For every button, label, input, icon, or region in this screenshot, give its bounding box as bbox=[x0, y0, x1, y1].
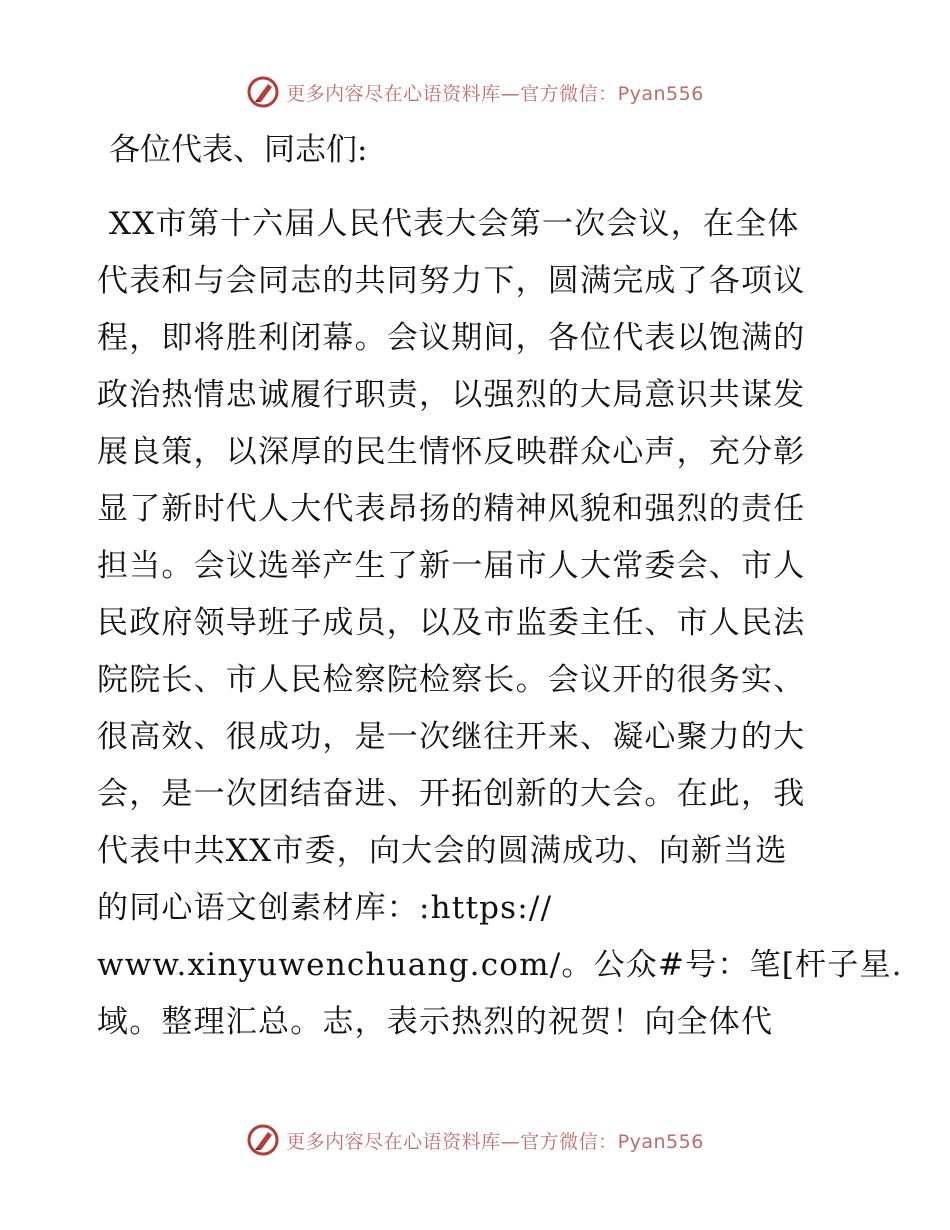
paragraph-line: 展良策，以深厚的民生情怀反映群众心声，充分彰 bbox=[97, 434, 806, 470]
header-banner-inner bbox=[246, 75, 704, 109]
paragraph-line: 显了新时代人大代表昂扬的精神风貌和强烈的责任 bbox=[97, 491, 806, 527]
paragraph-line: XX市第十六届人民代表大会第一次会议，在全体 bbox=[109, 206, 800, 242]
document-body bbox=[97, 122, 903, 1051]
paragraph-line: 程，即将胜利闭幕。会议期间，各位代表以饱满的 bbox=[97, 320, 806, 356]
paragraph-line: 的同心语文创素材库：:https:// bbox=[97, 890, 553, 926]
header-banner-text: 更多内容尽在心语资料库—官方微信：Pyan556 bbox=[286, 82, 704, 105]
paragraph-line: 很高效、很成功，是一次继往开来、凝心聚力的大 bbox=[97, 719, 806, 755]
header-banner bbox=[0, 72, 950, 112]
paragraph-line: www.xinyuwenchuang.com/。公众#号：笔[杆子星. bbox=[97, 947, 903, 983]
paragraph-line: 担当。会议选举产生了新一届市人大常委会、市人 bbox=[97, 548, 806, 584]
paragraph-line: 会，是一次团结奋进、开拓创新的大会。在此，我 bbox=[97, 776, 806, 812]
pen-logo-icon bbox=[246, 75, 280, 109]
paragraph-line: 代表和与会同志的共同努力下，圆满完成了各项议 bbox=[97, 263, 806, 299]
paragraph-line: 院院长、市人民检察院检察长。会议开的很务实、 bbox=[97, 662, 806, 698]
footer-banner-inner bbox=[246, 1123, 704, 1157]
pen-logo-icon bbox=[246, 1123, 280, 1157]
salutation: 各位代表、同志们: bbox=[109, 132, 368, 168]
paragraph-line: 民政府领导班子成员，以及市监委主任、市人民法 bbox=[97, 605, 806, 641]
footer-banner-text: 更多内容尽在心语资料库—官方微信：Pyan556 bbox=[286, 1130, 704, 1153]
paragraph-line: 政治热情忠诚履行职责，以强烈的大局意识共谋发 bbox=[97, 377, 806, 413]
paragraph-line: 域。整理汇总。志，表示热烈的祝贺！向全体代 bbox=[97, 1004, 774, 1040]
paragraph-line: 代表中共XX市委，向大会的圆满成功、向新当选 bbox=[97, 833, 788, 869]
footer-banner bbox=[0, 1120, 950, 1160]
